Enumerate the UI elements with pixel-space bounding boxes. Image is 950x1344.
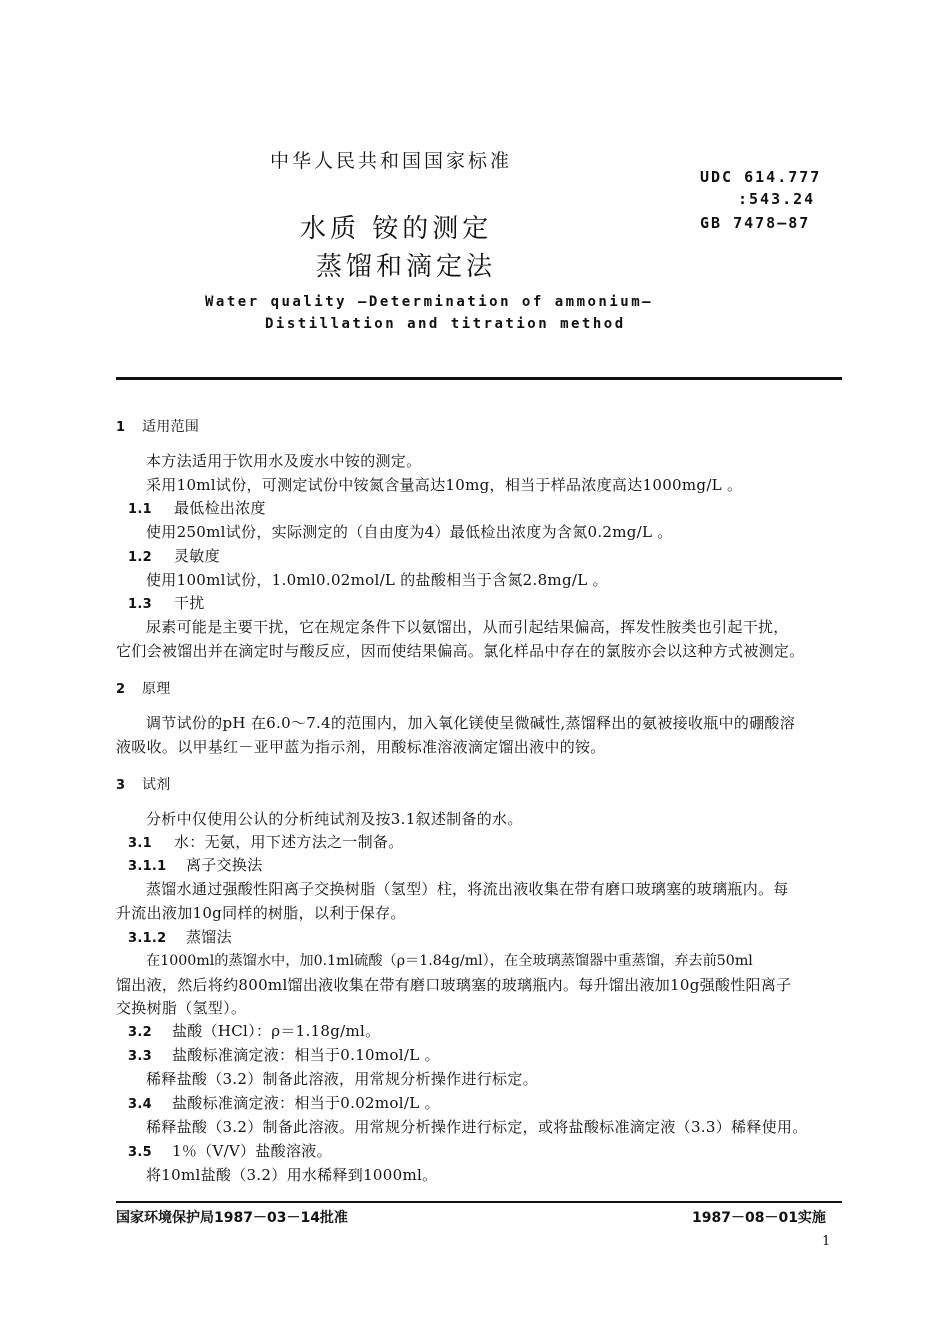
footer-divider — [116, 1201, 842, 1203]
paragraph: 调节试份的pH 在6.0～7.4的范围内，加入氧化镁使呈微碱性,蒸馏释出的氨被接收瓶中的硼酸溶 — [146, 714, 796, 732]
paragraph: 馏出液，然后将约800ml馏出液收集在带有磨口玻璃塞的玻璃瓶内。每升馏出液加10g强酸性阳离子 — [116, 976, 792, 994]
approval-date: 国家环境保护局1987－03－14批准 — [116, 1210, 348, 1226]
section-title: 盐酸（HCl）：ρ＝1.18g/ml。 — [172, 1022, 381, 1040]
subsection-heading-1-1 — [128, 497, 266, 518]
udc-code-line1: UDC 614.777 — [700, 168, 822, 186]
section-title: 水：无氨，用下述方法之一制备。 — [174, 833, 404, 851]
gb-standard-number: GB 7478—87 — [700, 214, 811, 232]
section-number: 1.1 — [128, 502, 152, 517]
section-title: 最低检出浓度 — [174, 499, 266, 517]
national-standard-label: 中华人民共和国国家标准 — [270, 150, 513, 172]
paragraph: 交换树脂（氢型）。 — [116, 999, 247, 1017]
section-title: 盐酸标准滴定液：相当于0.10mol/L 。 — [172, 1046, 440, 1064]
section-number: 3.2 — [128, 1025, 152, 1040]
section-heading-1 — [116, 416, 199, 436]
section-number: 3 — [116, 778, 126, 793]
subsection-heading-3-1-1 — [128, 854, 263, 875]
section-title: 适用范围 — [142, 419, 200, 435]
section-title: 1％（V/V）盐酸溶液。 — [172, 1142, 332, 1160]
header-divider — [116, 377, 842, 380]
section-number: 1 — [116, 420, 126, 435]
section-title: 盐酸标准滴定液：相当于0.02mol/L 。 — [172, 1094, 440, 1112]
paragraph: 尿素可能是主要干扰，它在规定条件下以氨馏出，从而引起结果偏高，挥发性胺类也引起干扰， — [146, 618, 789, 636]
subsection-heading-1-2 — [128, 545, 220, 566]
paragraph: 它们会被馏出并在滴定时与酸反应，因而使结果偏高。氯化样品中存在的氯胺亦会以这种方式被测定。 — [116, 642, 805, 660]
paragraph: 使用250ml试份，实际测定的（自由度为4）最低检出浓度为含氮0.2mg/L 。 — [146, 523, 673, 541]
section-title: 干扰 — [174, 594, 205, 612]
paragraph: 蒸馏水通过强酸性阳离子交换树脂（氢型）柱，将流出液收集在带有磨口玻璃塞的玻璃瓶内。每 — [146, 880, 789, 898]
subsection-heading-1-3 — [128, 592, 205, 613]
paragraph: 使用100ml试份，1.0ml0.02mol/L 的盐酸相当于含氮2.8mg/L 。 — [146, 571, 608, 589]
page-title: 水质 铵的测定 — [300, 214, 493, 244]
section-number: 3.3 — [128, 1049, 152, 1064]
subsection-heading-3-1 — [128, 831, 404, 852]
section-heading-2 — [116, 678, 171, 698]
paragraph: 在1000ml的蒸馏水中，加0.1ml硫酸（ρ＝1.84g/ml），在全玻璃蒸馏器中重蒸馏，弃去前50ml — [146, 953, 753, 969]
paragraph: 稀释盐酸（3.2）制备此溶液，用常规分析操作进行标定。 — [146, 1070, 538, 1088]
section-number: 3.1.1 — [128, 859, 167, 874]
section-number: 1.2 — [128, 550, 152, 565]
section-title: 原理 — [142, 681, 171, 697]
english-title-line2: Distillation and titration method — [265, 316, 626, 332]
section-number: 1.3 — [128, 597, 152, 612]
section-title: 灵敏度 — [174, 547, 220, 565]
section-heading-3 — [116, 774, 171, 794]
english-title-line1: Water quality —Determination of ammonium— — [205, 294, 654, 310]
page-subtitle: 蒸馏和滴定法 — [316, 252, 497, 282]
section-number: 3.1.2 — [128, 931, 167, 946]
paragraph: 分析中仅使用公认的分析纯试剂及按3.1叙述制备的水。 — [146, 810, 523, 828]
paragraph: 升流出液加10g同样的树脂，以利于保存。 — [116, 904, 406, 922]
page-number: 1 — [822, 1234, 831, 1249]
section-number: 3.4 — [128, 1097, 152, 1112]
subsection-heading-3-5 — [128, 1140, 332, 1161]
paragraph: 本方法适用于饮用水及废水中铵的测定。 — [146, 452, 422, 470]
section-title: 蒸馏法 — [186, 928, 232, 946]
paragraph: 液吸收。以甲基红－亚甲蓝为指示剂，用酸标准溶液滴定馏出液中的铵。 — [116, 738, 606, 756]
subsection-heading-3-2 — [128, 1020, 380, 1041]
section-title: 离子交换法 — [186, 856, 263, 874]
section-number: 2 — [116, 682, 126, 697]
subsection-heading-3-4 — [128, 1092, 440, 1113]
subsection-heading-3-3 — [128, 1044, 440, 1065]
paragraph: 稀释盐酸（3.2）制备此溶液。用常规分析操作进行标定，或将盐酸标准滴定液（3.3）稀释使用。 — [146, 1118, 808, 1136]
udc-code-line2: :543.24 — [738, 190, 816, 208]
subsection-heading-3-1-2 — [128, 926, 232, 947]
section-number: 3.5 — [128, 1145, 152, 1160]
paragraph: 采用10ml试份，可测定试份中铵氮含量高达10mg，相当于样品浓度高达1000mg/L 。 — [146, 476, 743, 494]
section-title: 试剂 — [142, 777, 171, 793]
section-number: 3.1 — [128, 836, 152, 851]
paragraph: 将10ml盐酸（3.2）用水稀释到1000ml。 — [146, 1166, 438, 1184]
effective-date: 1987－08－01实施 — [692, 1210, 826, 1226]
